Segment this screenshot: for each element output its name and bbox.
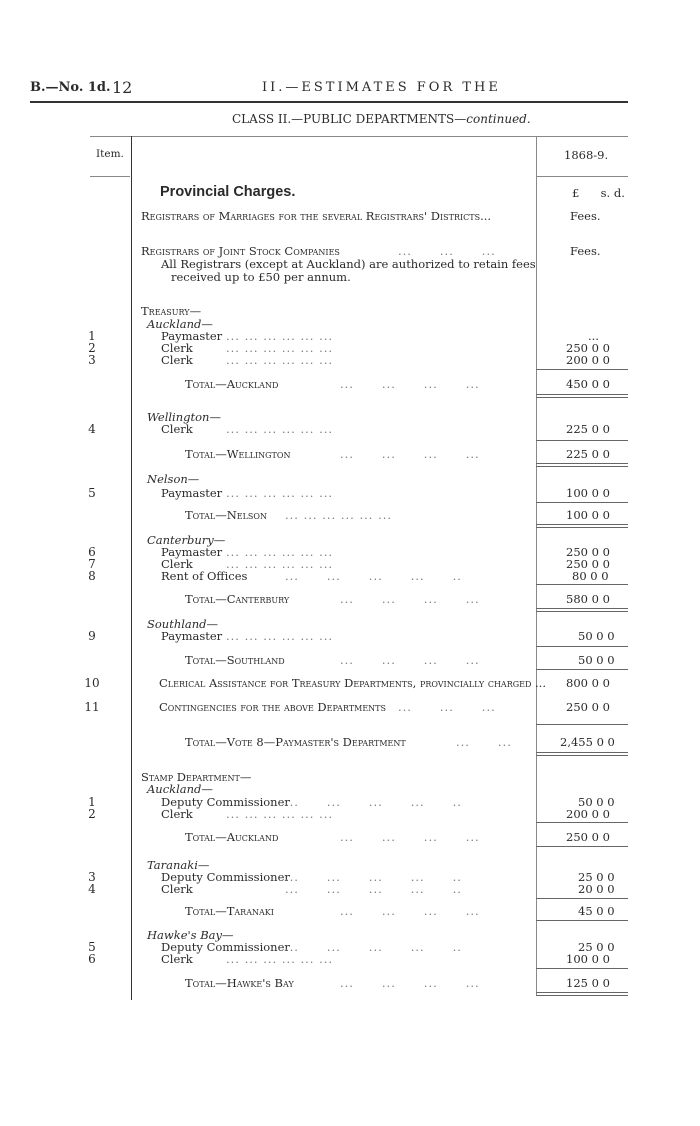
row-amount: 100 0 0 bbox=[566, 952, 610, 966]
item-column-rule bbox=[131, 136, 132, 1000]
registrars-note-1: All Registrars (except at Auckland) are authorized to retain fees bbox=[161, 257, 536, 271]
year-header-rule bbox=[536, 176, 628, 177]
item-number: 3 bbox=[88, 353, 96, 367]
leader-dots: ... ... ... ... bbox=[340, 653, 480, 667]
header-rule bbox=[30, 101, 628, 103]
leader-dots: ... ... ... ... .. bbox=[285, 795, 462, 809]
stamp-taranaki-heading: Taranaki— bbox=[147, 858, 210, 872]
vote-total-label: Total—Vote 8—Paymaster's Department bbox=[185, 735, 406, 749]
total-rule bbox=[536, 524, 628, 525]
leader-dots: ... ... ... ... ... ... bbox=[226, 545, 334, 559]
document-reference: B.—No. 1d. bbox=[30, 80, 111, 95]
leader-dots: ... ... ... ... ... ... bbox=[226, 629, 334, 643]
treasury-wellington-heading: Wellington— bbox=[147, 410, 221, 424]
leader-dots: ... ... ... bbox=[398, 244, 496, 258]
item-number: 10 bbox=[84, 676, 100, 690]
row-label: Deputy Commissioner bbox=[161, 795, 290, 809]
total-amount: 45 0 0 bbox=[578, 904, 615, 918]
item-number: 4 bbox=[88, 882, 96, 896]
stamp-auckland-heading: Auckland— bbox=[147, 782, 213, 796]
subtotal-rule bbox=[536, 584, 628, 585]
total-rule bbox=[536, 463, 628, 464]
section-title: Provincial Charges. bbox=[160, 184, 296, 200]
leader-dots: ... ... ... ... bbox=[340, 830, 480, 844]
item-column-header: Item. bbox=[96, 148, 124, 160]
leader-dots: ... ... ... ... ... ... bbox=[226, 329, 334, 343]
total-label: Total—Canterbury bbox=[185, 592, 290, 606]
total-rule bbox=[536, 669, 628, 670]
row-amount: 250 0 0 bbox=[566, 700, 610, 714]
row-label: Paymaster bbox=[161, 629, 223, 643]
item-number: 8 bbox=[88, 569, 96, 583]
leader-dots: ... ... ... ... .. bbox=[285, 569, 462, 583]
registrars-joint-value: Fees. bbox=[570, 244, 601, 258]
row-amount: 20 0 0 bbox=[578, 882, 615, 896]
row-label: Rent of Offices bbox=[161, 569, 248, 583]
registrars-marriages-value: Fees. bbox=[570, 209, 601, 223]
total-rule bbox=[536, 992, 628, 993]
total-rule bbox=[536, 752, 628, 753]
total-rule bbox=[536, 995, 628, 996]
row-label: Clerk bbox=[161, 807, 193, 821]
subtotal-rule bbox=[536, 822, 628, 823]
total-label: Total—Auckland bbox=[185, 830, 279, 844]
total-rule bbox=[536, 611, 628, 612]
shillings-header: s. bbox=[600, 186, 611, 200]
subtotal-rule bbox=[536, 440, 628, 441]
leader-dots: ... ... ... bbox=[398, 700, 496, 714]
total-amount: 50 0 0 bbox=[578, 653, 615, 667]
treasury-heading: Treasury— bbox=[141, 304, 202, 318]
treasury-canterbury-heading: Canterbury— bbox=[147, 533, 226, 547]
total-label: Total—Taranaki bbox=[185, 904, 274, 918]
row-amount: 50 0 0 bbox=[578, 629, 615, 643]
row-label: Deputy Commissioner bbox=[161, 940, 290, 954]
total-label: Total—Southland bbox=[185, 653, 285, 667]
item-number: 6 bbox=[88, 545, 96, 559]
row-label: Clerk bbox=[161, 341, 193, 355]
subtotal-rule bbox=[536, 502, 628, 503]
leader-dots: ... ... ... ... bbox=[340, 904, 480, 918]
row-label: Clerk bbox=[161, 882, 193, 896]
leader-dots: ... ... ... ... ... ... bbox=[226, 353, 334, 367]
leader-dots: ... ... bbox=[456, 735, 512, 749]
total-amount: 450 0 0 bbox=[566, 377, 610, 391]
stamp-heading: Stamp Department— bbox=[141, 770, 252, 784]
row-amount: 80 0 0 bbox=[572, 569, 609, 583]
total-amount: 225 0 0 bbox=[566, 447, 610, 461]
page-number: 12 bbox=[112, 78, 133, 97]
leader-dots: ... ... ... ... .. bbox=[285, 870, 462, 884]
subtotal-rule bbox=[536, 724, 628, 725]
subtotal-rule bbox=[536, 898, 628, 899]
item-number: 4 bbox=[88, 422, 96, 436]
row-label: Contingencies for the above Departments bbox=[159, 700, 386, 714]
leader-dots: ... ... ... ... ... ... bbox=[285, 508, 393, 522]
total-label: Total—Auckland bbox=[185, 377, 279, 391]
leader-dots: ... ... ... ... bbox=[340, 976, 480, 990]
total-rule bbox=[536, 846, 628, 847]
page-title: II.—ESTIMATES FOR THE bbox=[262, 80, 501, 95]
item-number: 9 bbox=[88, 629, 96, 643]
leader-dots: ... ... ... ... ... ... bbox=[226, 341, 334, 355]
row-amount: 100 0 0 bbox=[566, 486, 610, 500]
item-number: 7 bbox=[88, 557, 96, 571]
total-amount: 250 0 0 bbox=[566, 830, 610, 844]
pence-header: d. bbox=[613, 186, 625, 200]
leader-dots: ... ... ... ... bbox=[340, 377, 480, 391]
vote-total-amount: 2,455 0 0 bbox=[560, 735, 615, 749]
row-label: Paymaster bbox=[161, 329, 223, 343]
row-amount: 25 0 0 bbox=[578, 870, 615, 884]
leader-dots: ... ... ... ... ... ... bbox=[226, 422, 334, 436]
row-label: Paymaster bbox=[161, 486, 223, 500]
pounds-header: £ bbox=[572, 186, 580, 200]
item-number: 3 bbox=[88, 870, 96, 884]
row-amount: 50 0 0 bbox=[578, 795, 615, 809]
leader-dots: ... ... ... ... bbox=[340, 592, 480, 606]
subtotal-rule bbox=[536, 968, 628, 969]
total-rule bbox=[536, 920, 628, 921]
row-label: Clerk bbox=[161, 952, 193, 966]
leader-dots: ... ... ... ... .. bbox=[285, 940, 462, 954]
row-amount: 25 0 0 bbox=[578, 940, 615, 954]
leader-dots: ... ... ... ... ... ... bbox=[226, 486, 334, 500]
row-amount: 225 0 0 bbox=[566, 422, 610, 436]
item-number: 6 bbox=[88, 952, 96, 966]
row-amount: 250 0 0 bbox=[566, 557, 610, 571]
class-heading: CLASS II.—PUBLIC DEPARTMENTS—continued. bbox=[232, 112, 531, 126]
treasury-auckland-heading: Auckland— bbox=[147, 317, 213, 331]
leader-dots: ... ... ... ... ... ... bbox=[226, 557, 334, 571]
total-rule bbox=[536, 755, 628, 756]
item-number: 1 bbox=[88, 795, 96, 809]
total-label: Total—Hawke's Bay bbox=[185, 976, 294, 990]
total-label: Total—Nelson bbox=[185, 508, 267, 522]
row-label: Paymaster bbox=[161, 545, 223, 559]
item-number: 1 bbox=[88, 329, 96, 343]
leader-dots: ... ... ... ... ... ... bbox=[226, 807, 334, 821]
total-amount: 580 0 0 bbox=[566, 592, 610, 606]
row-amount: 800 0 0 bbox=[566, 676, 610, 690]
item-number: 2 bbox=[88, 807, 96, 821]
row-amount: 250 0 0 bbox=[566, 341, 610, 355]
item-number: 11 bbox=[84, 700, 100, 714]
subtotal-rule bbox=[536, 646, 628, 647]
total-rule bbox=[536, 527, 628, 528]
subtotal-rule bbox=[536, 369, 628, 370]
registrars-note-2: received up to £50 per annum. bbox=[171, 270, 351, 284]
row-amount: 250 0 0 bbox=[566, 545, 610, 559]
total-rule bbox=[536, 608, 628, 609]
table-top-rule bbox=[90, 136, 628, 137]
row-label: Clerical Assistance for Treasury Departments, provincially charged ... bbox=[159, 676, 546, 690]
item-header-rule bbox=[90, 176, 130, 177]
row-amount: 200 0 0 bbox=[566, 807, 610, 821]
row-amount: ... bbox=[588, 329, 599, 343]
item-number: 5 bbox=[88, 486, 96, 500]
total-rule bbox=[536, 466, 628, 467]
currency-header bbox=[572, 186, 625, 200]
row-label: Deputy Commissioner bbox=[161, 870, 290, 884]
amount-column-rule bbox=[536, 136, 537, 996]
treasury-nelson-heading: Nelson— bbox=[147, 472, 200, 486]
row-amount: 200 0 0 bbox=[566, 353, 610, 367]
row-label: Clerk bbox=[161, 422, 193, 436]
total-rule bbox=[536, 397, 628, 398]
item-number: 2 bbox=[88, 341, 96, 355]
total-amount: 100 0 0 bbox=[566, 508, 610, 522]
treasury-southland-heading: Southland— bbox=[147, 617, 219, 631]
row-label: Clerk bbox=[161, 557, 193, 571]
registrars-marriages-label: Registrars of Marriages for the several Registrars' Districts... bbox=[141, 209, 492, 223]
leader-dots: ... ... ... ... .. bbox=[285, 882, 462, 896]
total-amount: 125 0 0 bbox=[566, 976, 610, 990]
leader-dots: ... ... ... ... bbox=[340, 447, 480, 461]
leader-dots: ... ... ... ... ... ... bbox=[226, 952, 334, 966]
stamp-hawkes-bay-heading: Hawke's Bay— bbox=[147, 928, 234, 942]
registrars-joint-label: Registrars of Joint Stock Companies bbox=[141, 244, 340, 258]
total-rule bbox=[536, 394, 628, 395]
year-column-header: 1868-9. bbox=[564, 148, 609, 162]
row-label: Clerk bbox=[161, 353, 193, 367]
item-number: 5 bbox=[88, 940, 96, 954]
total-label: Total—Wellington bbox=[185, 447, 291, 461]
